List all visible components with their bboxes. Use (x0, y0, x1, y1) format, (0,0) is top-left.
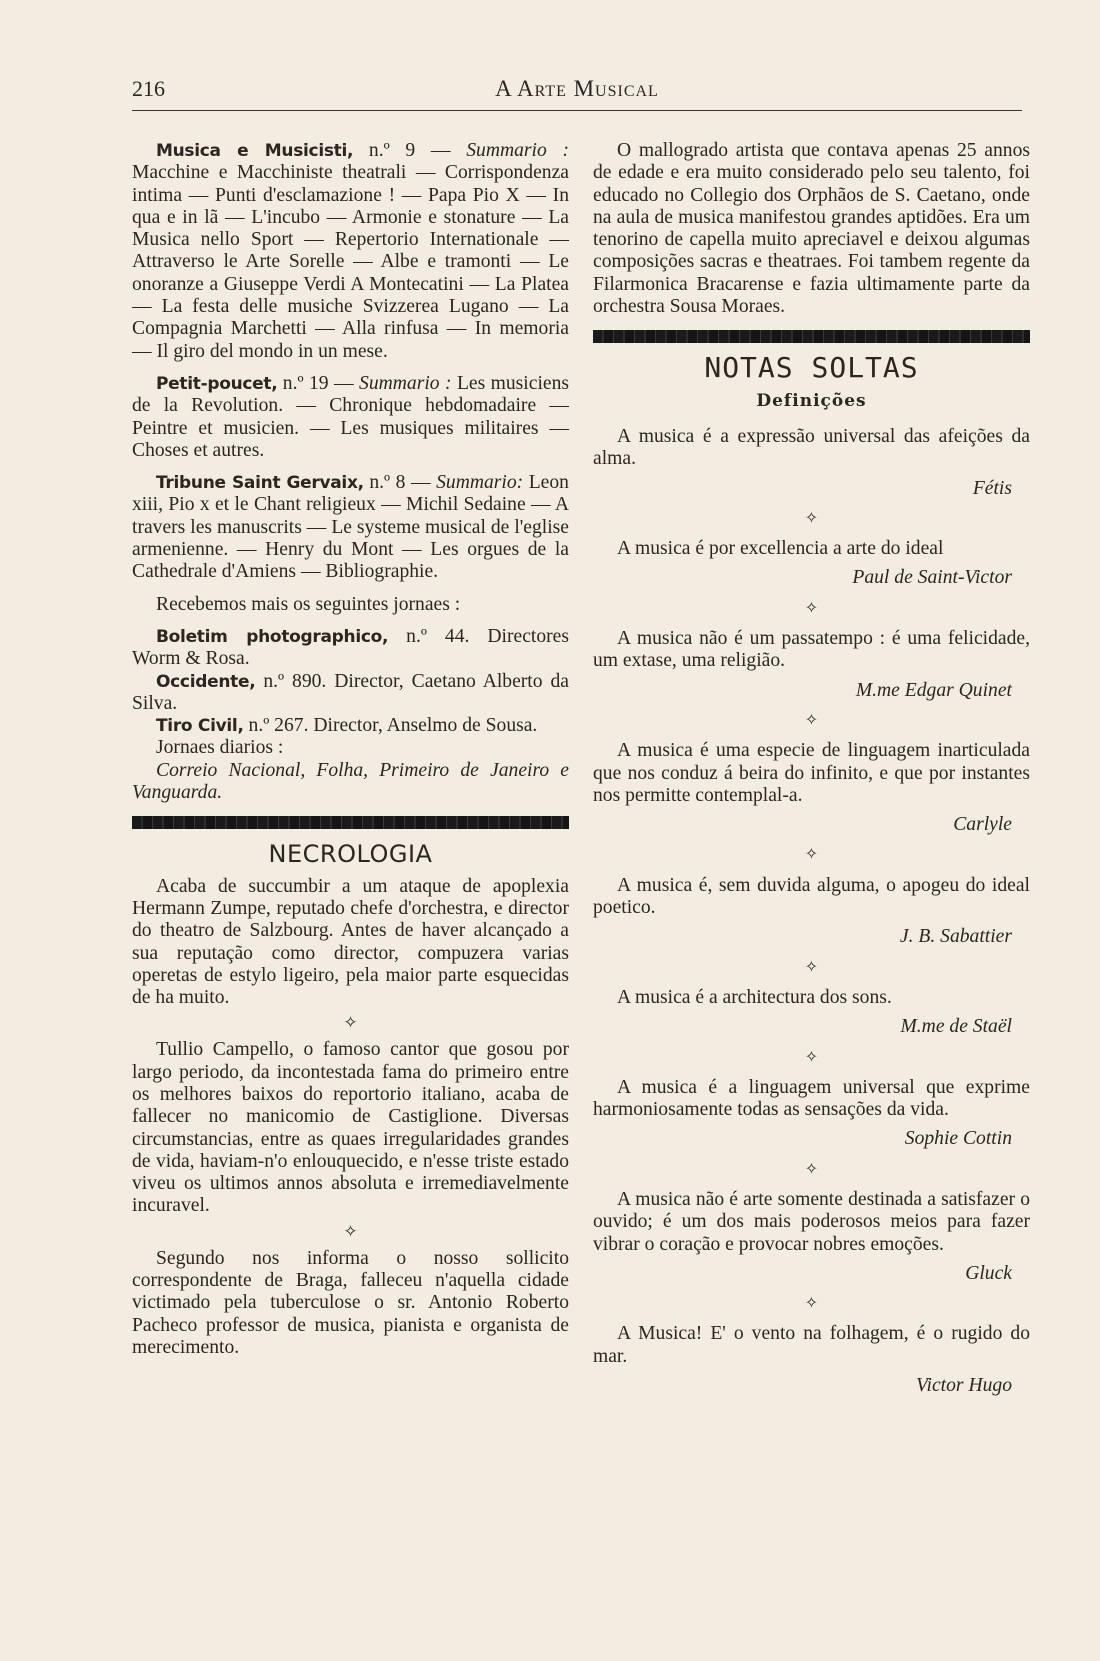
journal-details: n.º 890. Director, Caetano Alberto da Silva. (132, 670, 569, 714)
summary-text: Macchine e Macchiniste theatrali — Corrispondenza intima — Punti d'esclamazione ! — Papa Pio X — In qua e in lã — L'incubo — Armonie e stonature — La Musica nello Sport — Repertorio Internationale — Attraverso le Arte Sorelle — Albe e tramonti — Le onoranze a Giuseppe Verdi A Montecatini — La Platea — La festa delle musiche Svizzerea Lugano — La Compagnia Marchetti — Alla rinfusa — In memoria — Il giro del mondo in un mese. (132, 162, 569, 362)
definition-quote: A Musica! E' o vento na folhagem, é o rugido do mar. (593, 1323, 1030, 1367)
ornament-separator: ✧ (804, 1048, 819, 1066)
definition-quote: A musica é por excellencia a arte do ideal (617, 538, 944, 560)
obituary-paragraph: Acaba de succumbir a um ataque de apoplexia Hermann Zumpe, reputado chefe d'orchestra, e director do theatro de Salzbourg. Antes de haver alcançado a sua reputação como director, compuzera varias operetas de estylo ligeiro, pela maior parte esquecidas de ha muito. (132, 875, 569, 1009)
journal-entry (132, 715, 569, 737)
summary-label: Summario : (466, 140, 570, 161)
header-rule (132, 110, 1022, 111)
ornament-separator: ✧ (804, 958, 819, 976)
summary-label: Summario: (436, 472, 524, 494)
quote-author: Carlyle (953, 814, 1012, 836)
ornament-separator: ✧ (343, 1221, 358, 1241)
definitions-list (593, 426, 1030, 1397)
journal-title: A Arte Musical (495, 76, 659, 101)
journal-details: n.º 267. Director, Anselmo de Sousa. (248, 715, 538, 737)
page-number: 216 (132, 76, 165, 101)
quote-author: M.me de Staël (900, 1016, 1012, 1038)
definition-quote: A musica é uma especie de linguagem inarticulada que nos conduz á beira do infinito, e que por instantes nos permitte contemplal-a. (593, 740, 1030, 806)
definicoes-subheading: Definições (756, 390, 867, 411)
quote-author: Gluck (965, 1262, 1012, 1284)
definition-quote: A musica não é um passatempo : é uma felicidade, um extase, uma religião. (593, 628, 1030, 672)
left-column (132, 140, 569, 1359)
journal-entry (132, 671, 569, 716)
running-header (132, 76, 1022, 110)
quote-author: Victor Hugo (916, 1375, 1012, 1397)
ornament-separator: ✧ (804, 1160, 819, 1178)
ornament-separator: ✧ (804, 599, 819, 617)
ornament-separator: ✧ (804, 509, 819, 527)
obituary-paragraph: Segundo nos informa o nosso sollicito correspondente de Braga, falleceu n'aquella cidade victimado pela tuberculose o sr. Antonio Roberto Pacheco professor de musica, pianista e organista de merecimento. (132, 1247, 569, 1358)
right-column (593, 140, 1030, 1404)
necrologia-heading: NECROLOGIA (268, 840, 433, 869)
periodical-name: Tribune Saint Gervaix, (156, 473, 364, 494)
received-intro: Recebemos mais os seguintes jornaes : (156, 593, 461, 615)
quote-author: M.me Edgar Quinet (855, 679, 1012, 701)
daily-journals-list: Correio Nacional, Folha, Primeiro de Janeiro e Vanguarda. (132, 759, 569, 804)
issue-number: n.º 9 — (368, 140, 451, 161)
notas-soltas-heading: NOTAS SOLTAS (704, 351, 919, 385)
definition-quote: A musica é a linguagem universal que exprime harmoniosamente todas as sensações da vida. (593, 1076, 1030, 1121)
section-divider-bar (593, 330, 1030, 343)
journal-name: Boletim photographico, (156, 626, 389, 647)
ornament-separator: ✧ (343, 1013, 358, 1033)
summary-text: Leon xiii, Pio x et le Chant religieux — Michil Sedaine — A travers les manuscrits — Le systeme musical de l'eglise armenienne. — Henry du Mont — Les orgues de la Cathedrale d'Amiens — Bibliographie. (132, 472, 569, 583)
definition-quote: A musica é, sem duvida alguma, o apogeu do ideal poetico. (593, 874, 1030, 919)
issue-number: n.º 19 — (282, 372, 354, 394)
obituary-paragraph: Tullio Campello, o famoso cantor que gosou por largo periodo, da incontestada fama do primeiro entre os melhores baixos do reportorio italiano, acaba de fallecer no manicomio de Castiglione. Diversas circumstancias, entre as quaes irregularidades grandes de vida, haviam-n'o enlouquecido, e n'esse triste estado viveu os ultimos annos absoluta e irremediavelmente incuravel. (132, 1039, 569, 1217)
quote-author: J. B. Sabattier (899, 926, 1012, 948)
journal-entry (132, 626, 569, 671)
periodical-name: Petit-poucet, (156, 373, 278, 394)
periodical-name: Musica e Musicisti, (156, 141, 354, 161)
ornament-separator: ✧ (804, 711, 819, 729)
obituary-continuation: O mallogrado artista que contava apenas 25 annos de edade e era muito considerado pelo seu talento, foi educado no Collegio dos Orphãos de S. Caetano, onde na aula de musica manifestou grandes aptidões. Era um tenorino de capella muito apreciavel e deixou algumas composições sacras e theatraes. Foi tambem regente da Filarmonica Bracarense e fazia ultimamente parte da orchestra Sousa Moraes. (593, 140, 1030, 318)
definition-quote: A musica é a architectura dos sons. (617, 986, 892, 1008)
summary-text: Les musiciens de la Revolution. — Chronique hebdomadaire — Peintre et musicien. — Les musiques militaires — Choses et autres. (132, 372, 570, 461)
periodical-entry (132, 140, 569, 363)
summary-label: Summario : (359, 372, 452, 394)
periodical-entry (132, 373, 569, 462)
quote-author: Fétis (972, 477, 1012, 499)
definition-quote: A musica é a expressão universal das afeições da alma. (593, 425, 1030, 470)
periodical-entry (132, 472, 569, 583)
ornament-separator: ✧ (804, 846, 819, 864)
journal-name: Tiro Civil, (156, 716, 244, 737)
ornament-separator: ✧ (804, 1295, 819, 1313)
issue-number: n.º 8 — (369, 472, 431, 494)
quote-author: Paul de Saint-Victor (852, 567, 1012, 589)
journal-details: n.º 44. Directores Worm & Rosa. (132, 625, 569, 670)
section-divider-bar (132, 816, 569, 829)
definition-quote: A musica não é arte somente destinada a satisfazer o ouvido; é um dos mais poderosos meios para fazer vibrar o coração e provocar nobres emoções. (593, 1188, 1030, 1255)
quote-author: Sophie Cottin (904, 1128, 1012, 1150)
journal-name: Occidente, (156, 671, 256, 692)
daily-journals-label: Jornaes diarios : (156, 737, 284, 759)
